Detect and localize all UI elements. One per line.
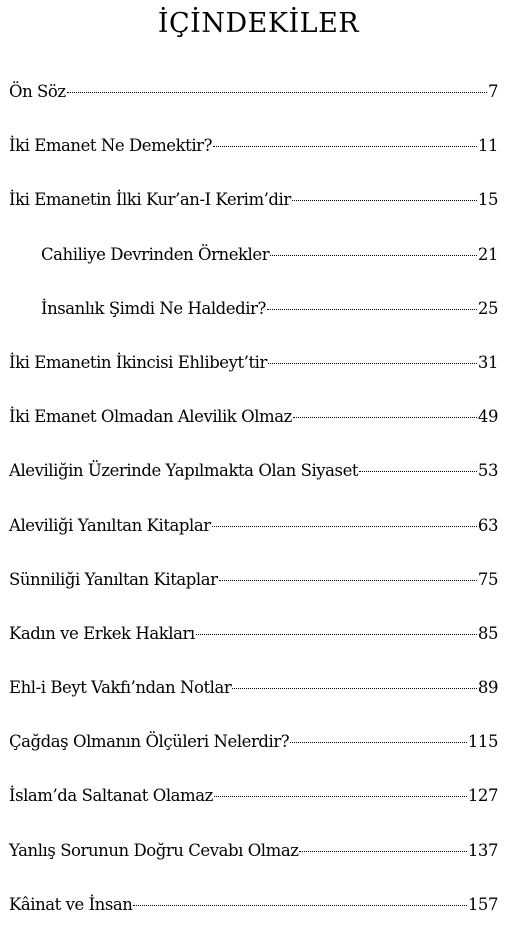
toc-entry-title: İnsanlık Şimdi Ne Haldedir? [41, 298, 266, 318]
toc-entry-title: Cahiliye Devrinden Örnekler [41, 244, 270, 264]
toc-entry [9, 673, 498, 727]
toc-entry [9, 619, 498, 673]
toc-entry-title: İki Emanet Olmadan Alevilik Olmaz [9, 407, 292, 427]
toc-entry-title: Kâinat ve İnsan [9, 894, 133, 914]
toc-entry-title: Aleviliğin Üzerinde Yapılmakta Olan Siyaset [9, 461, 359, 481]
dot-leader [293, 417, 477, 418]
dot-leader [270, 255, 477, 256]
dot-leader [213, 146, 477, 147]
toc-entry-title: Ön Söz [9, 82, 66, 101]
toc-page-number: 7 [487, 82, 498, 101]
dot-leader [67, 92, 487, 93]
toc-entry [9, 836, 498, 890]
toc-entry [9, 727, 498, 781]
dot-leader [212, 526, 477, 527]
toc-page-number: 127 [467, 786, 498, 806]
toc-entry-title: İki Emanetin İkincisi Ehlibeyt’tir [9, 352, 267, 372]
toc-page-number: 53 [477, 461, 498, 481]
toc-entry-title: Çağdaş Olmanın Ölçüleri Nelerdir? [9, 732, 290, 752]
toc-entry [9, 185, 498, 239]
dot-leader [267, 309, 477, 310]
dot-leader [290, 742, 467, 743]
dot-leader [292, 200, 477, 201]
toc-entry [9, 348, 498, 402]
toc-page-number: 157 [467, 894, 498, 914]
toc-entry [9, 456, 498, 510]
toc-page-number: 115 [467, 732, 498, 752]
toc-entry-title: Aleviliği Yanıltan Kitaplar [9, 515, 211, 535]
toc-page-number: 49 [477, 407, 498, 427]
toc-page-number: 25 [477, 298, 498, 318]
dot-leader [196, 634, 477, 635]
toc-entry [9, 77, 498, 131]
toc-entry [9, 890, 498, 944]
toc-page-number: 89 [477, 678, 498, 698]
toc-entry-title: Kadın ve Erkek Hakları [9, 623, 195, 643]
toc-entry-title: Sünniliği Yanıltan Kitaplar [9, 569, 218, 589]
dot-leader [268, 363, 477, 364]
dot-leader [299, 851, 466, 852]
toc-entry [9, 781, 498, 835]
toc-page-number: 63 [477, 515, 498, 535]
dot-leader [214, 796, 467, 797]
toc-entry [9, 565, 498, 619]
table-of-contents [9, 77, 498, 944]
toc-page-number: 137 [467, 840, 498, 860]
toc-entry-title: İki Emanet Ne Demektir? [9, 136, 212, 156]
dot-leader [133, 905, 466, 906]
toc-entry-title: Ehl-i Beyt Vakfı’ndan Notlar [9, 678, 232, 698]
toc-entry [9, 511, 498, 565]
toc-entry [9, 131, 498, 185]
dot-leader [232, 688, 477, 689]
toc-subentry [9, 240, 498, 294]
toc-page-number: 21 [477, 244, 498, 264]
toc-page-number: 15 [477, 190, 498, 210]
toc-entry [9, 402, 498, 456]
dot-leader [219, 580, 477, 581]
toc-page-number: 11 [477, 136, 498, 156]
toc-subentry [9, 294, 498, 348]
toc-page-number: 85 [477, 623, 498, 643]
toc-entry-title: Yanlış Sorunun Doğru Cevabı Olmaz [9, 840, 299, 860]
toc-page-number: 75 [477, 569, 498, 589]
toc-page-number: 31 [477, 352, 498, 372]
toc-entry-title: İki Emanetin İlki Kur’an-I Kerim’dir [9, 190, 291, 210]
dot-leader [359, 471, 477, 472]
toc-entry-title: İslam’da Saltanat Olamaz [9, 786, 213, 806]
page-title: İÇİNDEKİLER [157, 8, 360, 39]
